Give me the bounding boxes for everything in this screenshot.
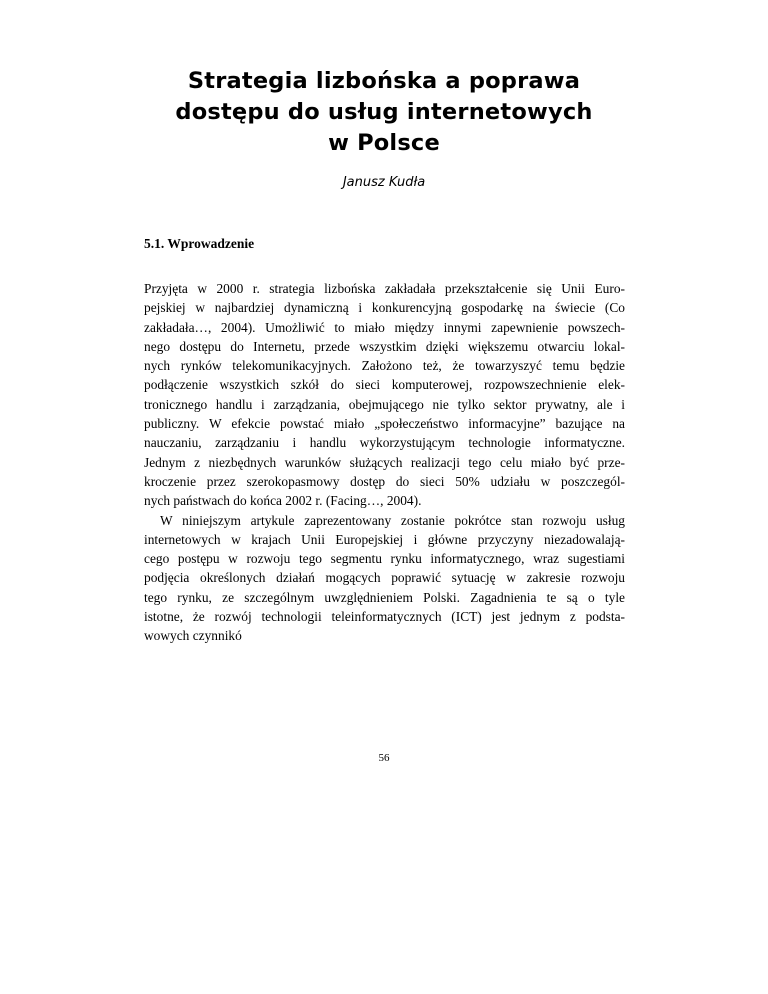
paragraph-1-line: Jednym z niezbędnych warunków służących realizacji tego celu miało być prze- <box>144 454 625 470</box>
author-name: Janusz Kudła <box>342 175 426 190</box>
paragraph-1-line: nego dostępu do Internetu, przede wszystkim dzięki większemu otwarciu lokal- <box>144 338 625 354</box>
paragraph-1-line: Przyjęta w 2000 r. strategia lizbońska zakładała przekształcenie się Unii Euro- <box>144 281 625 296</box>
paragraph-2-line: istotne, że rozwój technologii teleinformatycznych (ICT) jest jednym z podsta- <box>144 609 625 625</box>
title-line: w Polsce <box>328 130 440 156</box>
page-number: 56 <box>378 752 390 764</box>
paragraph-1-line: nych państwach do końca 2002 r. (Facing…, 2004). <box>144 493 422 509</box>
title-line: Strategia lizbońska a poprawa <box>187 68 581 94</box>
paragraph-1-line: podłączenie wszystkich szkół do sieci komputerowej, rozpowszechnienie elek- <box>144 377 625 393</box>
body-text <box>144 279 625 646</box>
paragraph-1-line: tronicznego handlu i zarządzania, obejmującego nie tylko sektor prywatny, ale i <box>144 396 625 412</box>
paragraph-2-line: tego rynku, ze szczególnym uwzględnieniem Polski. Zagadnienia te są o tyle <box>144 589 625 605</box>
paragraph-1-line <box>144 298 625 317</box>
paragraph-2-line: cego postępu w rozwoju tego segmentu rynku informatycznego, wraz sugestiami <box>144 551 625 567</box>
paragraph-1-line: nauczaniu, zarządzaniu i handlu wykorzystującym technologie informatyczne. <box>144 435 625 451</box>
document-title <box>100 66 668 159</box>
paragraph-1-line: kroczenie przez szerokopasmowy dostęp do sieci 50% udziału w poszczegól- <box>144 473 625 489</box>
paragraph-2-line: podjęcia określonych działań mogących poprawić sytuację w zakresie rozwoju <box>144 570 625 586</box>
paragraph-1-line: publiczny. W efekcie powstać miało „społeczeństwo informacyjne” bazujące na <box>144 416 625 432</box>
title-line: dostępu do usług internetowych <box>175 99 593 125</box>
paragraph-2-line: W niniejszym artykule zaprezentowany zostanie pokrótce stan rozwoju usług <box>160 512 625 528</box>
paragraph-2-line: wowych czynnikó <box>144 628 242 644</box>
paragraph-1-line: zakładała…, 2004). Umożliwić to miało między innymi zapewnienie powszech- <box>144 319 625 335</box>
paragraph-2-line: internetowych w krajach Unii Europejskiej i główne przyczyny niezadowalają- <box>144 531 625 547</box>
paragraph-1-line: nych rynków telekomunikacyjnych. Założono też, że towarzyszyć temu będzie <box>144 358 625 374</box>
section-heading: 5.1. Wprowadzenie <box>144 236 255 251</box>
line-text: pejskiej w najbardziej dynamiczną i konkurencyjną gospodarkę na świecie (Co <box>144 300 625 316</box>
